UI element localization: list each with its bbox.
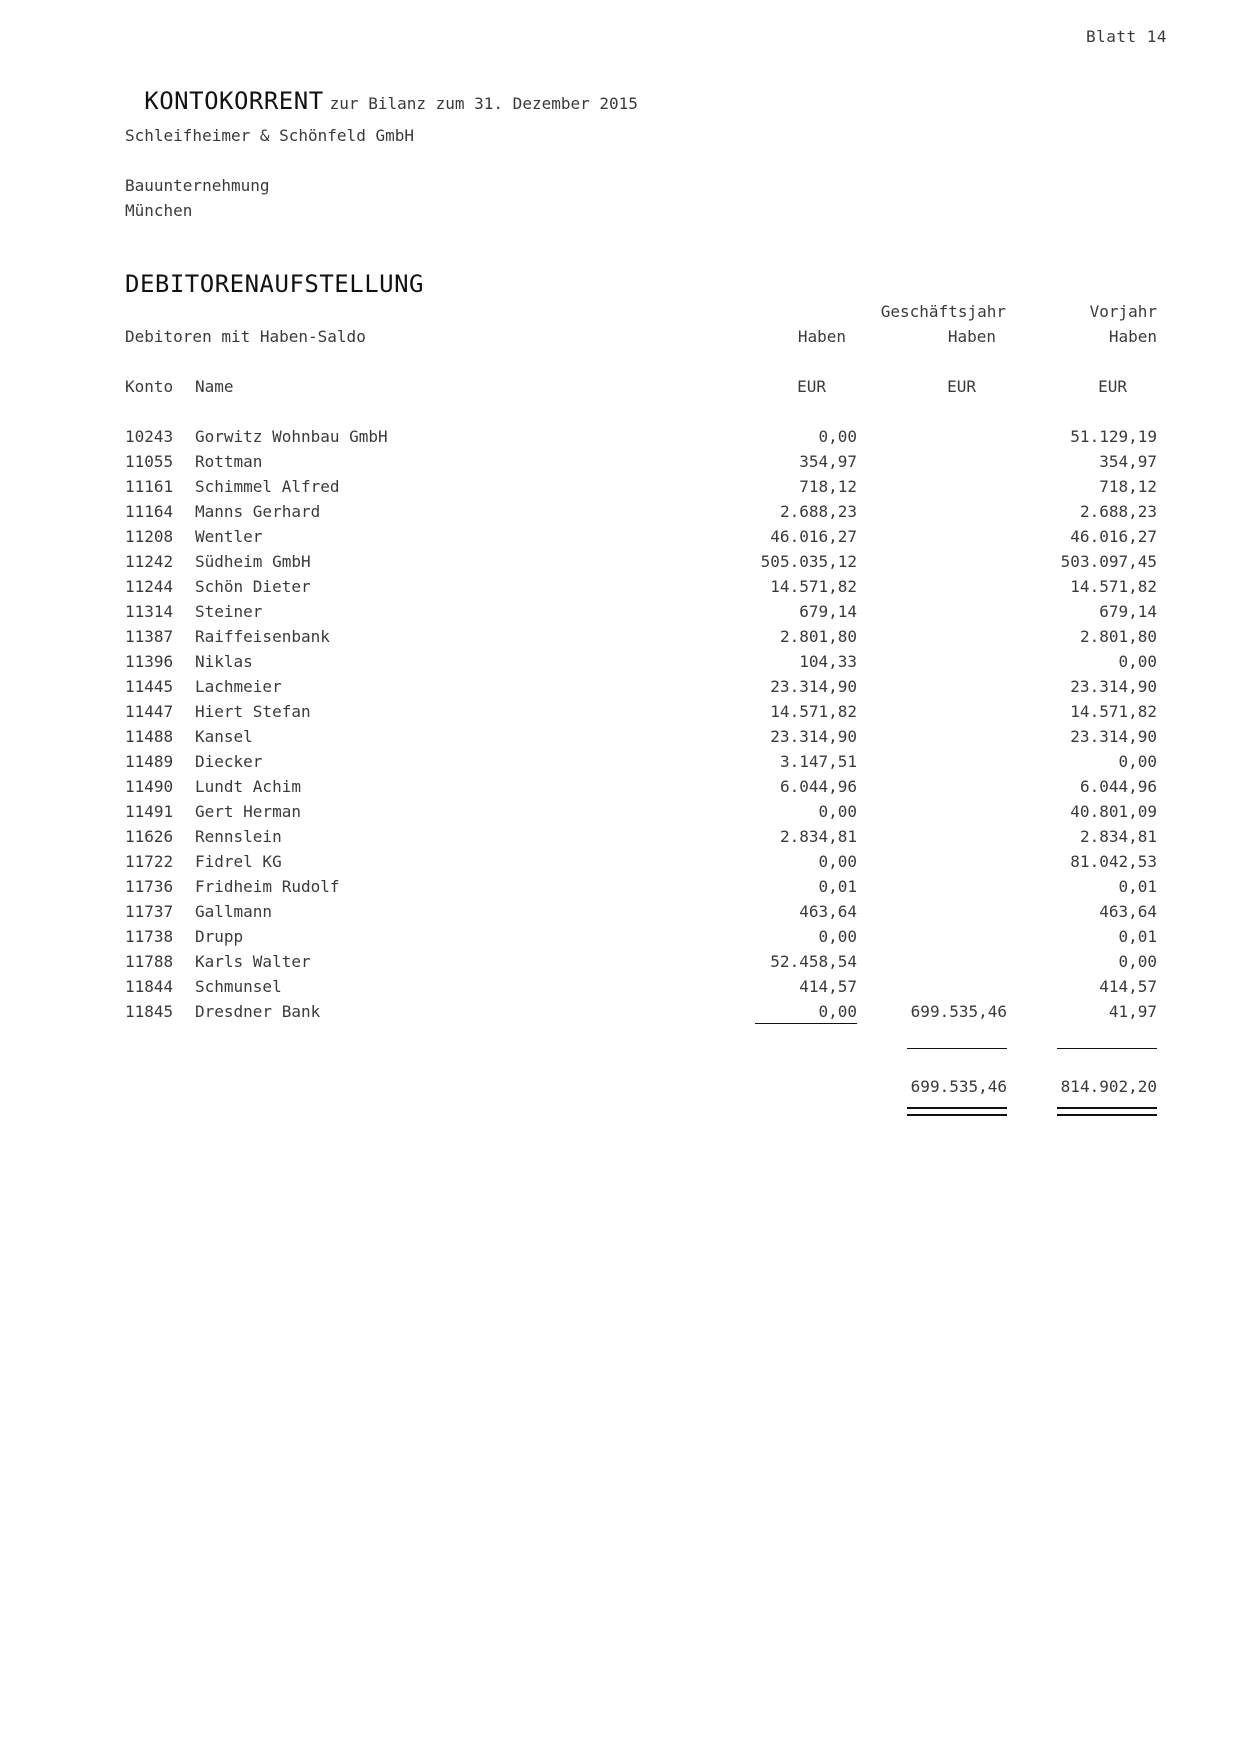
haben-cell: 679,14 [799, 602, 857, 621]
name-cell: Diecker [195, 752, 263, 771]
konto-cell: 11447 [125, 702, 174, 721]
vorjahr-cell: 0,00 [1118, 952, 1157, 971]
name-cell: Fidrel KG [195, 852, 282, 871]
table-row [0, 627, 1240, 652]
konto-cell: 11055 [125, 452, 174, 471]
table-row [0, 477, 1240, 502]
haben-cell: 0,00 [818, 1002, 857, 1021]
table-row [0, 677, 1240, 702]
table-row [0, 452, 1240, 477]
vorjahr-cell: 679,14 [1099, 602, 1157, 621]
haben-cell: 0,01 [818, 877, 857, 896]
table-row [0, 852, 1240, 877]
name-cell: Gert Herman [195, 802, 301, 821]
name-cell: Wentler [195, 527, 263, 546]
column-header-konto: Konto [125, 377, 174, 396]
title-subtitle: zur Bilanz zum 31. Dezember 2015 [329, 94, 638, 113]
haben-cell: 14.571,82 [770, 577, 857, 596]
haben-cell: 46.016,27 [770, 527, 857, 546]
company-city: München [125, 201, 193, 220]
column-unit-haben: EUR [797, 377, 826, 396]
column-header-geschaeftsjahr: Geschäftsjahr [880, 302, 1006, 321]
name-cell: Rottman [195, 452, 263, 471]
table-row [0, 427, 1240, 452]
table-row [0, 802, 1240, 827]
vorjahr-cell: 503.097,45 [1060, 552, 1157, 571]
name-cell: Fridheim Rudolf [195, 877, 340, 896]
table-row [0, 877, 1240, 902]
company-branch: Bauunternehmung [125, 176, 270, 195]
haben-cell: 0,00 [818, 852, 857, 871]
name-cell: Gorwitz Wohnbau GmbH [195, 427, 388, 446]
haben-cell: 0,00 [818, 927, 857, 946]
vorjahr-cell: 41,97 [1108, 1002, 1157, 1021]
column-header-haben-gj: Haben [947, 327, 996, 346]
haben-cell: 23.314,90 [770, 677, 857, 696]
haben-cell: 52.458,54 [770, 952, 857, 971]
vorjahr-cell: 40.801,09 [1070, 802, 1157, 821]
total-geschaeftsjahr: 699.535,46 [910, 1077, 1007, 1096]
table-row [0, 527, 1240, 552]
name-cell: Lundt Achim [195, 777, 301, 796]
table-row [0, 727, 1240, 752]
name-cell: Schmunsel [195, 977, 282, 996]
company-name: Schleifheimer & Schönfeld GmbH [125, 126, 414, 145]
konto-cell: 10243 [125, 427, 174, 446]
haben-cell: 505.035,12 [760, 552, 857, 571]
name-cell: Drupp [195, 927, 244, 946]
subtotal-rule-gj [907, 1048, 1007, 1049]
haben-cell: 354,97 [799, 452, 857, 471]
geschaeftsjahr-cell: 699.535,46 [910, 1002, 1007, 1021]
table-row [0, 652, 1240, 677]
konto-cell: 11737 [125, 902, 174, 921]
konto-cell: 11164 [125, 502, 174, 521]
konto-cell: 11722 [125, 852, 174, 871]
konto-cell: 11788 [125, 952, 174, 971]
haben-cell: 2.834,81 [779, 827, 857, 846]
konto-cell: 11844 [125, 977, 174, 996]
vorjahr-cell: 2.688,23 [1079, 502, 1157, 521]
haben-cell: 0,00 [818, 802, 857, 821]
table-row [0, 752, 1240, 777]
haben-cell: 23.314,90 [770, 727, 857, 746]
vorjahr-cell: 0,01 [1118, 927, 1157, 946]
table-row [0, 1002, 1240, 1027]
table-row [0, 977, 1240, 1002]
haben-cell: 3.147,51 [779, 752, 857, 771]
haben-cell: 0,00 [818, 427, 857, 446]
vorjahr-cell: 46.016,27 [1070, 527, 1157, 546]
haben-cell: 104,33 [799, 652, 857, 671]
haben-cell: 718,12 [799, 477, 857, 496]
name-cell: Südheim GmbH [195, 552, 311, 571]
konto-cell: 11314 [125, 602, 174, 621]
haben-cell: 414,57 [799, 977, 857, 996]
total-vorjahr: 814.902,20 [1060, 1077, 1157, 1096]
konto-cell: 11736 [125, 877, 174, 896]
konto-cell: 11242 [125, 552, 174, 571]
total-double-rule-gj [907, 1107, 1007, 1116]
vorjahr-cell: 14.571,82 [1070, 577, 1157, 596]
vorjahr-cell: 23.314,90 [1070, 727, 1157, 746]
debitor-table [0, 427, 1240, 1027]
vorjahr-cell: 2.834,81 [1079, 827, 1157, 846]
name-cell: Rennslein [195, 827, 282, 846]
haben-cell: 2.688,23 [779, 502, 857, 521]
vorjahr-cell: 2.801,80 [1079, 627, 1157, 646]
table-row [0, 702, 1240, 727]
title-main: KONTOKORRENT [144, 87, 324, 115]
haben-cell: 6.044,96 [779, 777, 857, 796]
vorjahr-cell: 0,00 [1118, 752, 1157, 771]
konto-cell: 11445 [125, 677, 174, 696]
vorjahr-cell: 51.129,19 [1070, 427, 1157, 446]
column-header-vorjahr: Vorjahr [1089, 302, 1157, 321]
section-title: DEBITORENAUFSTELLUNG [125, 270, 424, 298]
column-header-haben-vj: Haben [1108, 327, 1157, 346]
total-double-rule-vj [1057, 1107, 1157, 1116]
name-cell: Kansel [195, 727, 253, 746]
vorjahr-cell: 354,97 [1099, 452, 1157, 471]
name-cell: Manns Gerhard [195, 502, 321, 521]
name-cell: Schön Dieter [195, 577, 311, 596]
page-number: Blatt 14 [1085, 27, 1167, 46]
konto-cell: 11738 [125, 927, 174, 946]
table-row [0, 552, 1240, 577]
name-cell: Hiert Stefan [195, 702, 311, 721]
name-cell: Schimmel Alfred [195, 477, 340, 496]
konto-cell: 11396 [125, 652, 174, 671]
vorjahr-cell: 23.314,90 [1070, 677, 1157, 696]
table-row [0, 602, 1240, 627]
subtotal-rule-vj [1057, 1048, 1157, 1049]
vorjahr-cell: 718,12 [1099, 477, 1157, 496]
haben-cell: 2.801,80 [779, 627, 857, 646]
vorjahr-cell: 0,01 [1118, 877, 1157, 896]
konto-cell: 11491 [125, 802, 174, 821]
vorjahr-cell: 81.042,53 [1070, 852, 1157, 871]
vorjahr-cell: 414,57 [1099, 977, 1157, 996]
konto-cell: 11161 [125, 477, 174, 496]
name-cell: Gallmann [195, 902, 273, 921]
name-cell: Niklas [195, 652, 253, 671]
name-cell: Lachmeier [195, 677, 282, 696]
table-row [0, 577, 1240, 602]
haben-sum-rule [755, 1023, 857, 1024]
konto-cell: 11490 [125, 777, 174, 796]
table-row [0, 902, 1240, 927]
column-unit-gj: EUR [947, 377, 976, 396]
konto-cell: 11489 [125, 752, 174, 771]
document-title [125, 68, 638, 115]
table-row [0, 777, 1240, 802]
name-cell: Steiner [195, 602, 263, 621]
konto-cell: 11488 [125, 727, 174, 746]
konto-cell: 11244 [125, 577, 174, 596]
table-row [0, 927, 1240, 952]
vorjahr-cell: 463,64 [1099, 902, 1157, 921]
table-row [0, 502, 1240, 527]
konto-cell: 11208 [125, 527, 174, 546]
haben-cell: 14.571,82 [770, 702, 857, 721]
vorjahr-cell: 6.044,96 [1079, 777, 1157, 796]
column-header-haben: Haben [797, 327, 846, 346]
vorjahr-cell: 0,00 [1118, 652, 1157, 671]
konto-cell: 11845 [125, 1002, 174, 1021]
table-row [0, 952, 1240, 977]
table-row [0, 827, 1240, 852]
konto-cell: 11626 [125, 827, 174, 846]
section-subtitle: Debitoren mit Haben-Saldo [125, 327, 366, 346]
name-cell: Raiffeisenbank [195, 627, 330, 646]
konto-cell: 11387 [125, 627, 174, 646]
vorjahr-cell: 14.571,82 [1070, 702, 1157, 721]
column-unit-vj: EUR [1098, 377, 1127, 396]
name-cell: Dresdner Bank [195, 1002, 321, 1021]
column-header-name: Name [195, 377, 234, 396]
haben-cell: 463,64 [799, 902, 857, 921]
name-cell: Karls Walter [195, 952, 311, 971]
